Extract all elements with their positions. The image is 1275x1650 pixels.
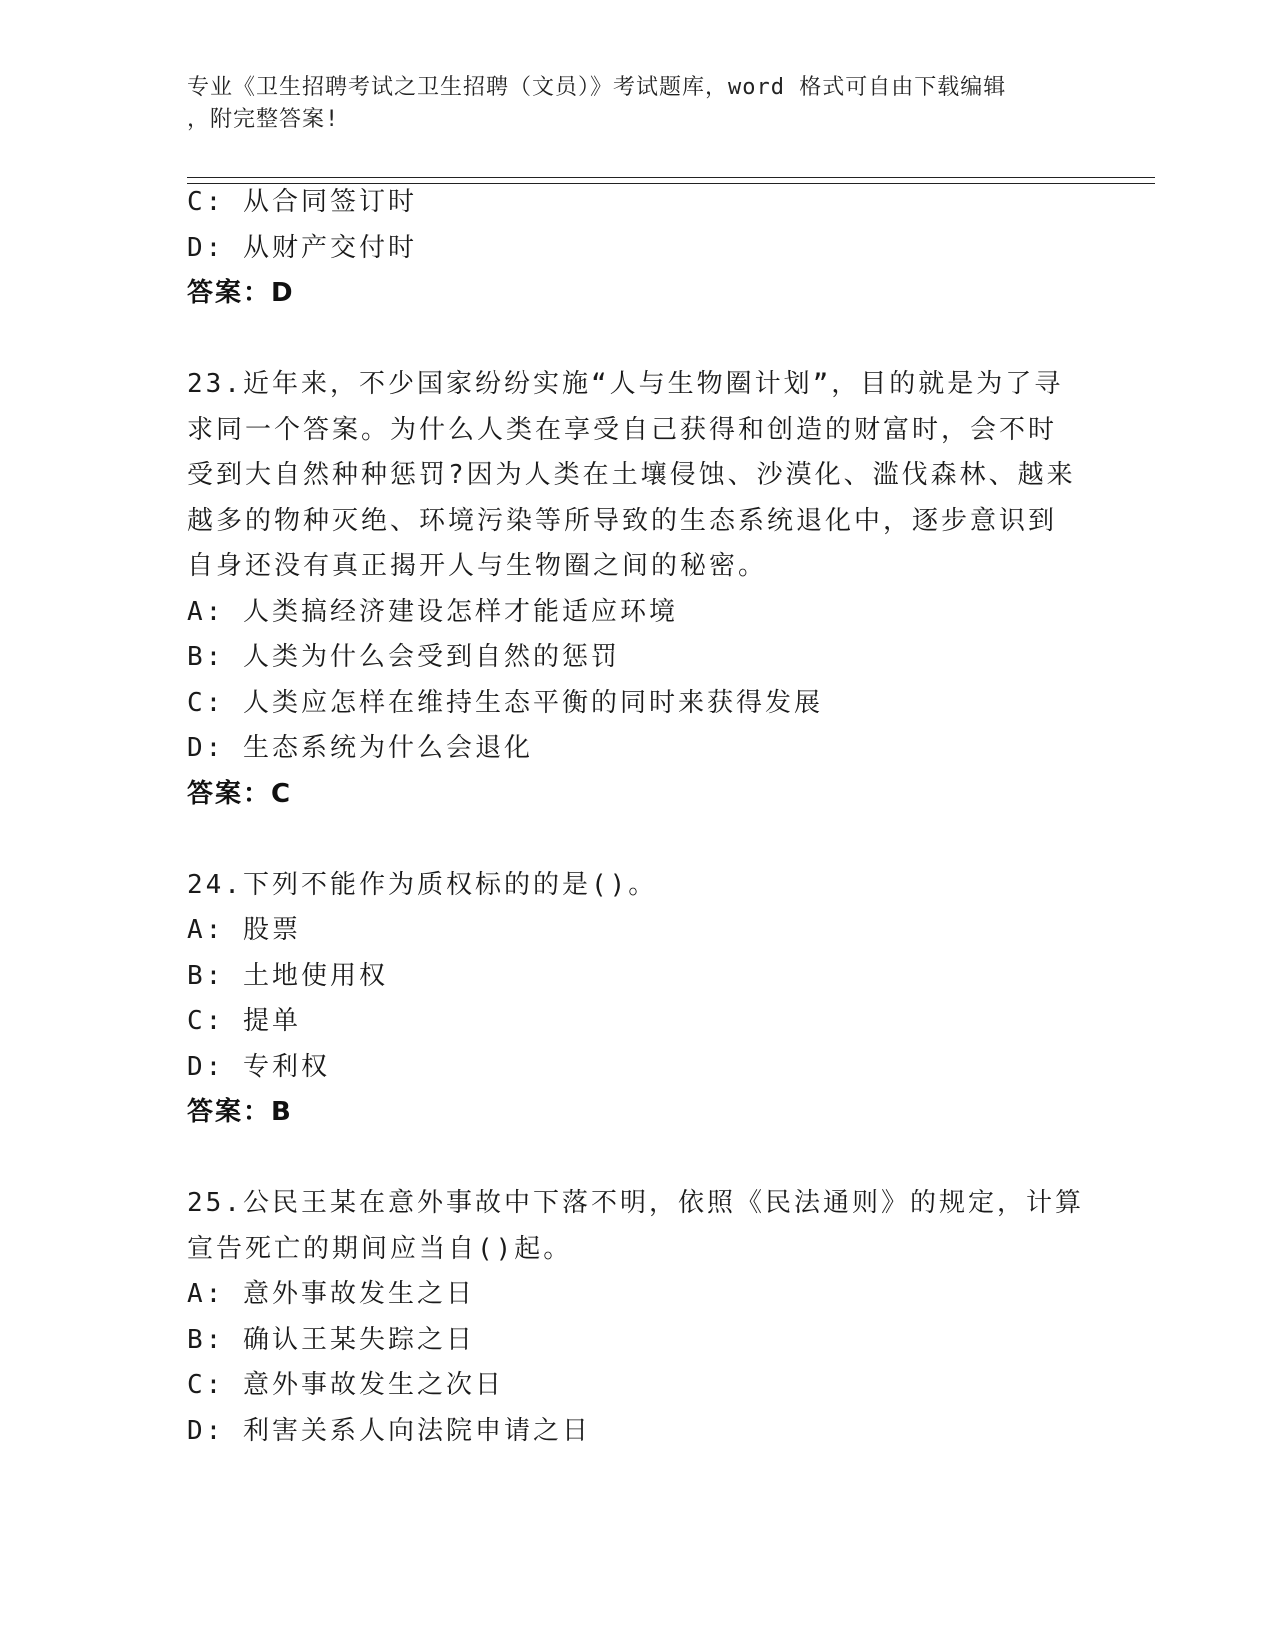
question-stem-line: 25.公民王某在意外事故中下落不明，依照《民法通则》的规定，计算	[187, 1188, 1084, 1218]
option-c: C: 提单	[187, 1006, 301, 1036]
question-24	[187, 863, 1087, 1136]
option-a: A: 意外事故发生之日	[187, 1279, 475, 1309]
option-c: C: 从合同签订时	[187, 187, 417, 217]
question-25	[187, 1181, 1087, 1454]
question-22-continued	[187, 180, 1087, 317]
option-d: D: 从财产交付时	[187, 232, 417, 263]
question-stem-line: 受到大自然种种惩罚?因为人类在土壤侵蚀、沙漠化、滥伐森林、越来	[187, 460, 1076, 490]
question-stem-line: 求同一个答案。为什么人类在享受自己获得和创造的财富时，会不时	[187, 414, 1058, 445]
answer-line: 答案：C	[187, 778, 293, 809]
header-line-1: 专业《卫生招聘考试之卫生招聘（文员）》考试题库，word 格式可自由下载编辑	[187, 75, 1007, 100]
option-c: C: 人类应怎样在维持生态平衡的同时来获得发展	[187, 687, 823, 718]
question-stem-line: 宣告死亡的期间应当自()起。	[187, 1233, 573, 1264]
question-stem-line: 自身还没有真正揭开人与生物圈之间的秘密。	[187, 551, 768, 581]
option-c: C: 意外事故发生之次日	[187, 1370, 504, 1400]
header-divider-top	[187, 177, 1155, 178]
option-d: D: 利害关系人向法院申请之日	[187, 1415, 591, 1446]
option-d: D: 专利权	[187, 1051, 330, 1082]
header-line-2: ，附完整答案!	[187, 107, 340, 132]
option-a: A: 股票	[187, 915, 301, 945]
question-stem-line: 越多的物种灭绝、环境污染等所导致的生态系统退化中，逐步意识到	[187, 505, 1058, 536]
option-b: B: 土地使用权	[187, 960, 388, 991]
option-d: D: 生态系统为什么会退化	[187, 733, 533, 763]
answer-line: 答案：D	[187, 278, 295, 308]
document-header	[187, 72, 1067, 136]
question-stem-line: 23.近年来，不少国家纷纷实施“人与生物圈计划”，目的就是为了寻	[187, 369, 1064, 399]
option-a: A: 人类搞经济建设怎样才能适应环境	[187, 596, 678, 627]
question-23	[187, 362, 1087, 817]
question-stem-line: 24.下列不能作为质权标的的是()。	[187, 869, 658, 900]
document-body	[187, 180, 1087, 1454]
option-b: B: 人类为什么会受到自然的惩罚	[187, 642, 620, 672]
option-b: B: 确认王某失踪之日	[187, 1324, 475, 1355]
answer-line: 答案：B	[187, 1097, 293, 1127]
